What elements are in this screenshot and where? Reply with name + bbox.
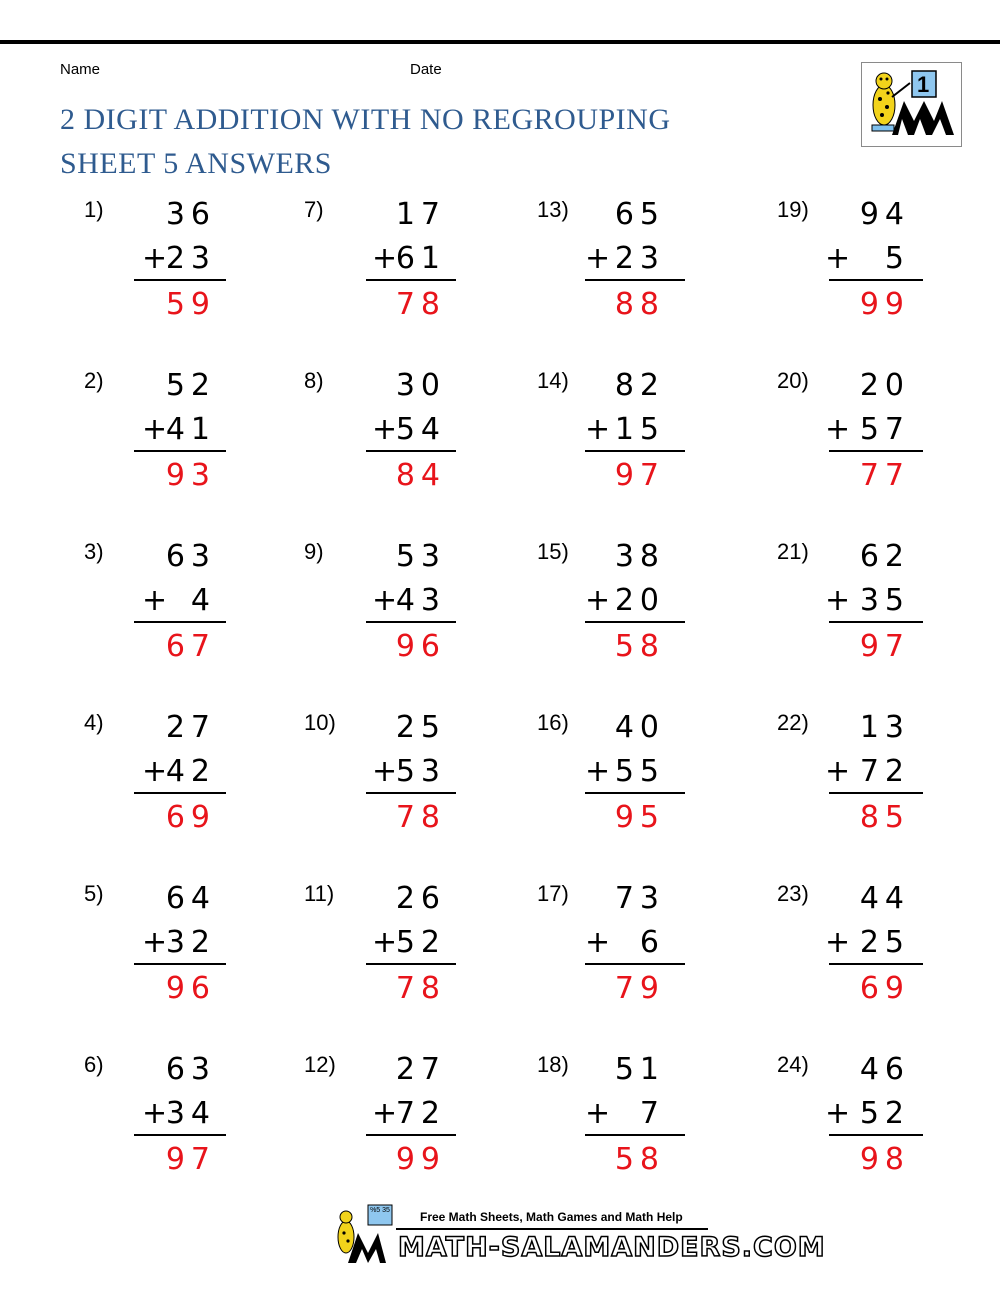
date-label: Date: [410, 61, 442, 78]
problem-22: [777, 710, 1000, 880]
problem-18: [537, 1052, 777, 1222]
answer: 96: [165, 971, 216, 1006]
problem-6: [84, 1052, 324, 1222]
problem-number: 21): [777, 539, 809, 564]
footer-badge-text: %5 35: [370, 1207, 390, 1214]
answer: 88: [614, 287, 665, 322]
problem-14: [537, 368, 777, 538]
bottom-addend: 52: [395, 925, 446, 960]
problem-number: 11): [304, 881, 335, 906]
problem-11: [304, 881, 544, 1051]
plus-sign: +: [825, 1096, 851, 1131]
answer: 69: [165, 800, 216, 835]
answer: 77: [859, 458, 910, 493]
top-addend: 51: [614, 1052, 665, 1087]
problem-number: 17): [537, 881, 569, 906]
top-addend: 82: [614, 368, 665, 403]
problem-20: [777, 368, 1000, 538]
answer: 78: [395, 287, 446, 322]
problem-13: [537, 197, 777, 367]
bottom-addend: 43: [395, 583, 446, 618]
plus-sign: +: [142, 412, 168, 447]
bottom-addend: 61: [395, 241, 446, 276]
problem-number: 14): [537, 368, 569, 393]
bottom-addend: 35: [859, 583, 910, 618]
top-addend: 38: [614, 539, 665, 574]
sum-rule: [585, 792, 685, 794]
plus-sign: +: [585, 583, 611, 618]
sum-rule: [829, 621, 923, 623]
problem-number: 2): [84, 368, 104, 393]
bottom-addend: 23: [165, 241, 216, 276]
answer: 78: [395, 800, 446, 835]
salamander-logo-icon: [862, 63, 961, 146]
plus-sign: +: [372, 754, 398, 789]
sum-rule: [366, 621, 456, 623]
top-addend: 26: [395, 881, 446, 916]
sum-rule: [134, 621, 226, 623]
bottom-addend: 41: [165, 412, 216, 447]
problem-10: [304, 710, 544, 880]
answer: 96: [395, 629, 446, 664]
bottom-addend: 34: [165, 1096, 216, 1131]
plus-sign: +: [372, 241, 398, 276]
grade-badge: 1: [917, 72, 930, 97]
bottom-addend: 42: [165, 754, 216, 789]
sum-rule: [366, 1134, 456, 1136]
answer: 95: [614, 800, 665, 835]
problem-7: [304, 197, 544, 367]
plus-sign: +: [372, 925, 398, 960]
problem-number: 16): [537, 710, 569, 735]
problem-number: 8): [304, 368, 324, 393]
bottom-addend: 52: [859, 1096, 910, 1131]
problem-15: [537, 539, 777, 709]
sum-rule: [829, 1134, 923, 1136]
problem-number: 4): [84, 710, 104, 735]
sum-rule: [585, 1134, 685, 1136]
answer: 67: [165, 629, 216, 664]
problem-number: 1): [84, 197, 104, 222]
answer: 97: [165, 1142, 216, 1177]
plus-sign: +: [585, 241, 611, 276]
sum-rule: [366, 450, 456, 452]
problem-19: [777, 197, 1000, 367]
top-addend: 27: [395, 1052, 446, 1087]
problem-5: [84, 881, 324, 1051]
worksheet-subtitle: SHEET 5 ANSWERS: [60, 147, 332, 180]
footer-logo: [328, 1203, 398, 1265]
plus-sign: +: [585, 412, 611, 447]
sum-rule: [829, 450, 923, 452]
top-addend: 27: [165, 710, 216, 745]
bottom-addend: 25: [859, 925, 910, 960]
bottom-addend: 23: [614, 241, 665, 276]
plus-sign: +: [142, 1096, 168, 1131]
problem-number: 5): [84, 881, 104, 906]
bottom-addend: 55: [614, 754, 665, 789]
plus-sign: +: [142, 925, 168, 960]
sum-rule: [585, 450, 685, 452]
problem-3: [84, 539, 324, 709]
plus-sign: +: [585, 925, 611, 960]
problem-4: [84, 710, 324, 880]
problem-number: 15): [537, 539, 569, 564]
plus-sign: +: [825, 754, 851, 789]
problem-number: 22): [777, 710, 809, 735]
problem-17: [537, 881, 777, 1051]
problem-16: [537, 710, 777, 880]
bottom-addend: 53: [395, 754, 446, 789]
bottom-addend: 72: [395, 1096, 446, 1131]
plus-sign: +: [825, 583, 851, 618]
sum-rule: [134, 450, 226, 452]
plus-sign: +: [142, 241, 168, 276]
top-addend: 20: [859, 368, 910, 403]
answer: 78: [395, 971, 446, 1006]
answer: 58: [614, 629, 665, 664]
plus-sign: +: [825, 925, 851, 960]
problem-number: 18): [537, 1052, 569, 1077]
top-addend: 46: [859, 1052, 910, 1087]
bottom-addend: 57: [859, 412, 910, 447]
sum-rule: [134, 279, 226, 281]
plus-sign: +: [372, 1096, 398, 1131]
problem-8: [304, 368, 544, 538]
top-addend: 52: [165, 368, 216, 403]
problem-number: 7): [304, 197, 324, 222]
problem-number: 23): [777, 881, 809, 906]
sum-rule: [134, 963, 226, 965]
problem-1: [84, 197, 324, 367]
top-addend: 65: [614, 197, 665, 232]
problem-2: [84, 368, 324, 538]
footer-brand: MATH-SALAMANDERS.COM: [398, 1232, 826, 1263]
top-addend: 73: [614, 881, 665, 916]
grade-logo: [861, 62, 962, 147]
answer: 97: [859, 629, 910, 664]
top-addend: 64: [165, 881, 216, 916]
worksheet-title: 2 DIGIT ADDITION WITH NO REGROUPING: [60, 103, 671, 136]
sum-rule: [585, 621, 685, 623]
top-addend: 44: [859, 881, 910, 916]
sum-rule: [366, 792, 456, 794]
problem-number: 6): [84, 1052, 104, 1077]
sum-rule: [366, 279, 456, 281]
answer: 97: [614, 458, 665, 493]
sum-rule: [366, 963, 456, 965]
sum-rule: [585, 279, 685, 281]
bottom-addend: 32: [165, 925, 216, 960]
problem-number: 20): [777, 368, 809, 393]
sum-rule: [829, 963, 923, 965]
plus-sign: +: [825, 241, 851, 276]
answer: 58: [614, 1142, 665, 1177]
plus-sign: +: [372, 412, 398, 447]
plus-sign: +: [142, 583, 168, 618]
top-addend: 17: [395, 197, 446, 232]
bottom-addend: 5: [884, 241, 910, 276]
plus-sign: +: [585, 1096, 611, 1131]
answer: 99: [395, 1142, 446, 1177]
top-addend: 30: [395, 368, 446, 403]
top-rule: [0, 40, 1000, 44]
top-addend: 53: [395, 539, 446, 574]
problem-23: [777, 881, 1000, 1051]
sum-rule: [134, 792, 226, 794]
answer: 93: [165, 458, 216, 493]
problem-number: 13): [537, 197, 569, 222]
top-addend: 36: [165, 197, 216, 232]
plus-sign: +: [585, 754, 611, 789]
answer: 85: [859, 800, 910, 835]
problem-number: 9): [304, 539, 324, 564]
bottom-addend: 15: [614, 412, 665, 447]
plus-sign: +: [142, 754, 168, 789]
problem-21: [777, 539, 1000, 709]
sum-rule: [134, 1134, 226, 1136]
problem-number: 10): [304, 710, 336, 735]
problem-number: 19): [777, 197, 809, 222]
top-addend: 40: [614, 710, 665, 745]
top-addend: 63: [165, 539, 216, 574]
answer: 84: [395, 458, 446, 493]
bottom-addend: 4: [190, 583, 216, 618]
problem-number: 3): [84, 539, 104, 564]
problem-number: 12): [304, 1052, 336, 1077]
problem-number: 24): [777, 1052, 809, 1077]
bottom-addend: 20: [614, 583, 665, 618]
answer: 99: [859, 287, 910, 322]
answer: 98: [859, 1142, 910, 1177]
bottom-addend: 72: [859, 754, 910, 789]
answer: 69: [859, 971, 910, 1006]
sum-rule: [829, 279, 923, 281]
footer-rule: [396, 1228, 708, 1230]
bottom-addend: 7: [639, 1096, 665, 1131]
answer: 79: [614, 971, 665, 1006]
bottom-addend: 54: [395, 412, 446, 447]
footer-tagline: Free Math Sheets, Math Games and Math Help: [420, 1210, 683, 1224]
bottom-addend: 6: [639, 925, 665, 960]
problem-24: [777, 1052, 1000, 1222]
top-addend: 13: [859, 710, 910, 745]
top-addend: 62: [859, 539, 910, 574]
top-addend: 25: [395, 710, 446, 745]
plus-sign: +: [372, 583, 398, 618]
top-addend: 63: [165, 1052, 216, 1087]
top-addend: 94: [859, 197, 910, 232]
problem-12: [304, 1052, 544, 1222]
answer: 59: [165, 287, 216, 322]
sum-rule: [829, 792, 923, 794]
plus-sign: +: [825, 412, 851, 447]
name-label: Name: [60, 61, 101, 78]
sum-rule: [585, 963, 685, 965]
problem-9: [304, 539, 544, 709]
